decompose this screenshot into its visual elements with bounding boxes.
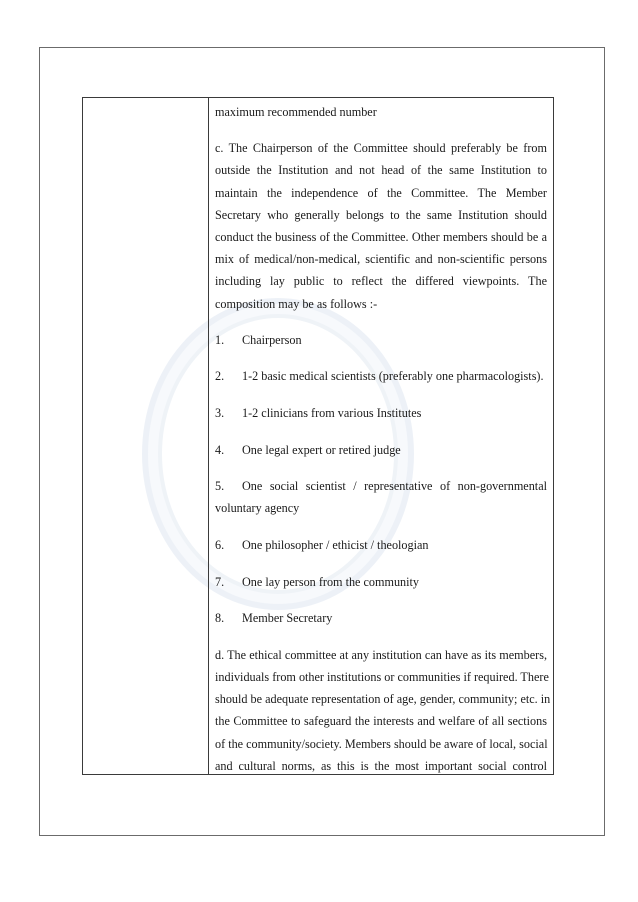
paragraph-line: including lay public to reflect the differed viewpoints. The xyxy=(215,274,547,289)
list-item xyxy=(215,571,547,593)
list-item-text: One philosopher / ethicist / theologian xyxy=(242,538,429,552)
paragraph-c xyxy=(215,137,547,315)
paragraph-line: conduct the business of the Committee. Other members should be a xyxy=(215,230,547,245)
paragraph-line: outside the Institution and not head of the same Institution to xyxy=(215,163,547,178)
list-item-text: One legal expert or retired judge xyxy=(242,442,401,457)
paragraph-line: and cultural norms, as this is the most important social control xyxy=(215,758,547,773)
list-item-number: 8. xyxy=(215,611,225,626)
list-item-text: One social scientist / representative of non-governmental xyxy=(242,479,547,494)
list-item-number: 6. xyxy=(215,538,225,552)
list-item-text: Member Secretary xyxy=(242,611,333,626)
list-item-text: Chairperson xyxy=(242,332,302,347)
top-line: maximum recommended number xyxy=(215,105,377,119)
list-item-text: One lay person from the community xyxy=(242,574,420,589)
list-item-number: 4. xyxy=(215,442,225,457)
content-table xyxy=(82,97,554,775)
paragraph-line: Secretary who generally belongs to the same Institution should xyxy=(215,207,547,222)
list-item xyxy=(215,402,547,424)
list-item xyxy=(215,439,547,461)
paragraph-line: c. The Chairperson of the Committee should preferably be from xyxy=(215,141,547,156)
list-item-number: 3. xyxy=(215,406,225,421)
list-item xyxy=(215,534,547,556)
list-item-number: 5. xyxy=(215,479,225,494)
paragraph-line: should be adequate representation of age, gender, community; etc. in xyxy=(215,692,551,707)
table-right-column xyxy=(209,98,553,774)
paragraph-line: the Committee to safeguard the interests and welfare of all sections xyxy=(215,714,547,729)
list-item-number: 2. xyxy=(215,369,225,384)
table-left-column xyxy=(83,98,209,774)
list-item-text: 1-2 basic medical scientists (preferably one pharmacologists). xyxy=(242,369,544,384)
list-item-text: 1-2 clinicians from various Institutes xyxy=(242,406,422,421)
list-item-number: 1. xyxy=(215,332,225,347)
list-item xyxy=(215,607,547,629)
paragraph-line: mix of medical/non-medical, scientific and non-scientific persons xyxy=(215,252,547,267)
paragraph-line: maintain the independence of the Committee. The Member xyxy=(215,185,547,200)
paragraph-line: composition may be as follows :- xyxy=(215,296,378,311)
paragraph-d xyxy=(215,644,551,774)
list-item-line xyxy=(215,475,547,497)
list-item-number: 7. xyxy=(215,574,225,589)
list-item xyxy=(215,475,547,519)
list-item-continuation: voluntary agency xyxy=(215,501,300,516)
list-item xyxy=(215,365,547,387)
paragraph-line: individuals from other institutions or communities if required. There xyxy=(215,669,549,684)
paragraph-line: d. The ethical committee at any institution can have as its members, xyxy=(215,647,547,662)
paragraph-line: of the community/society. Members should be aware of local, social xyxy=(215,736,548,751)
list-item xyxy=(215,329,547,351)
